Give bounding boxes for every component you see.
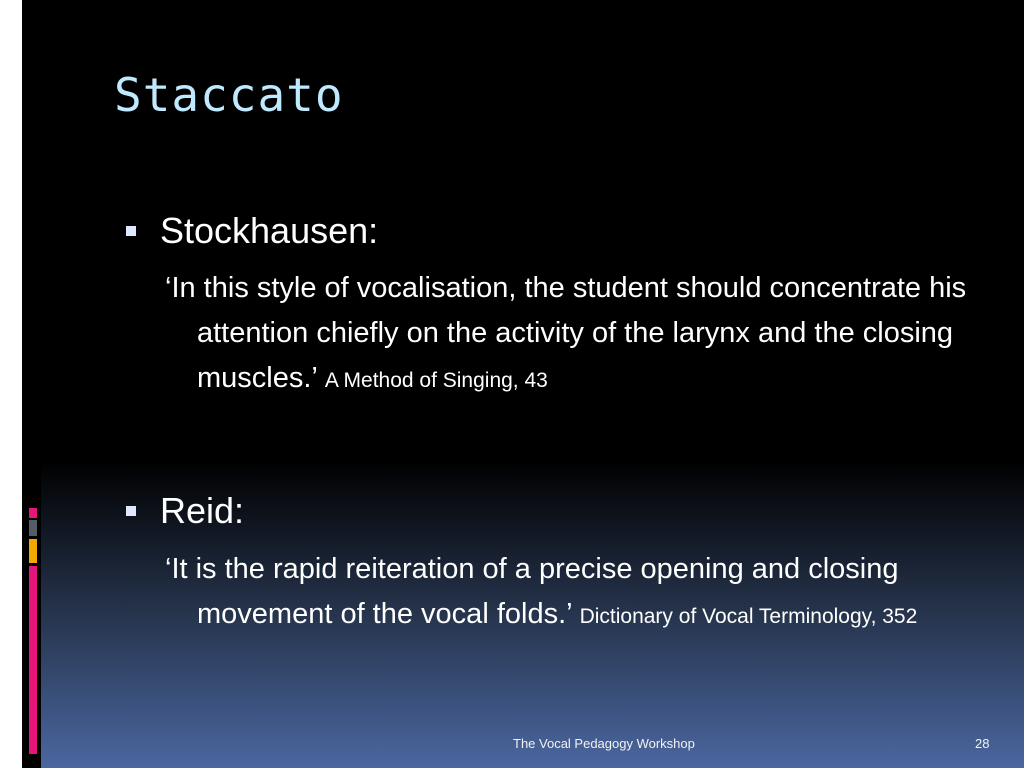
sidebar-decoration [0,0,41,768]
sidebar-pink-block [29,508,37,518]
section-quote-reid [165,547,997,637]
section-heading-stockhausen: Stockhausen: [160,210,379,251]
bullet-square-icon [126,226,136,236]
sidebar-yellow-block [29,539,37,563]
quote-text: ‘In this style of vocalisation, the student should concentrate his attention chiefly on the activity of the larynx and the closing muscles.’ [165,272,967,394]
sidebar-pink-bar [29,566,37,754]
sidebar-gray-block [29,520,37,536]
section-heading-reid: Reid: [160,490,245,531]
footer-text: The Vocal Pedagogy Workshop [513,736,695,751]
section-quote-stockhausen [165,266,997,401]
page-number: 28 [975,736,990,751]
quote-source: Dictionary of Vocal Terminology, 352 [579,605,918,628]
quote-source: A Method of Singing, 43 [324,369,548,392]
slide-title: Staccato [114,68,344,122]
bullet-square-icon [126,506,136,516]
quote-text: ‘It is the rapid reiteration of a precise opening and closing movement of the vocal folds.’ [165,553,899,630]
